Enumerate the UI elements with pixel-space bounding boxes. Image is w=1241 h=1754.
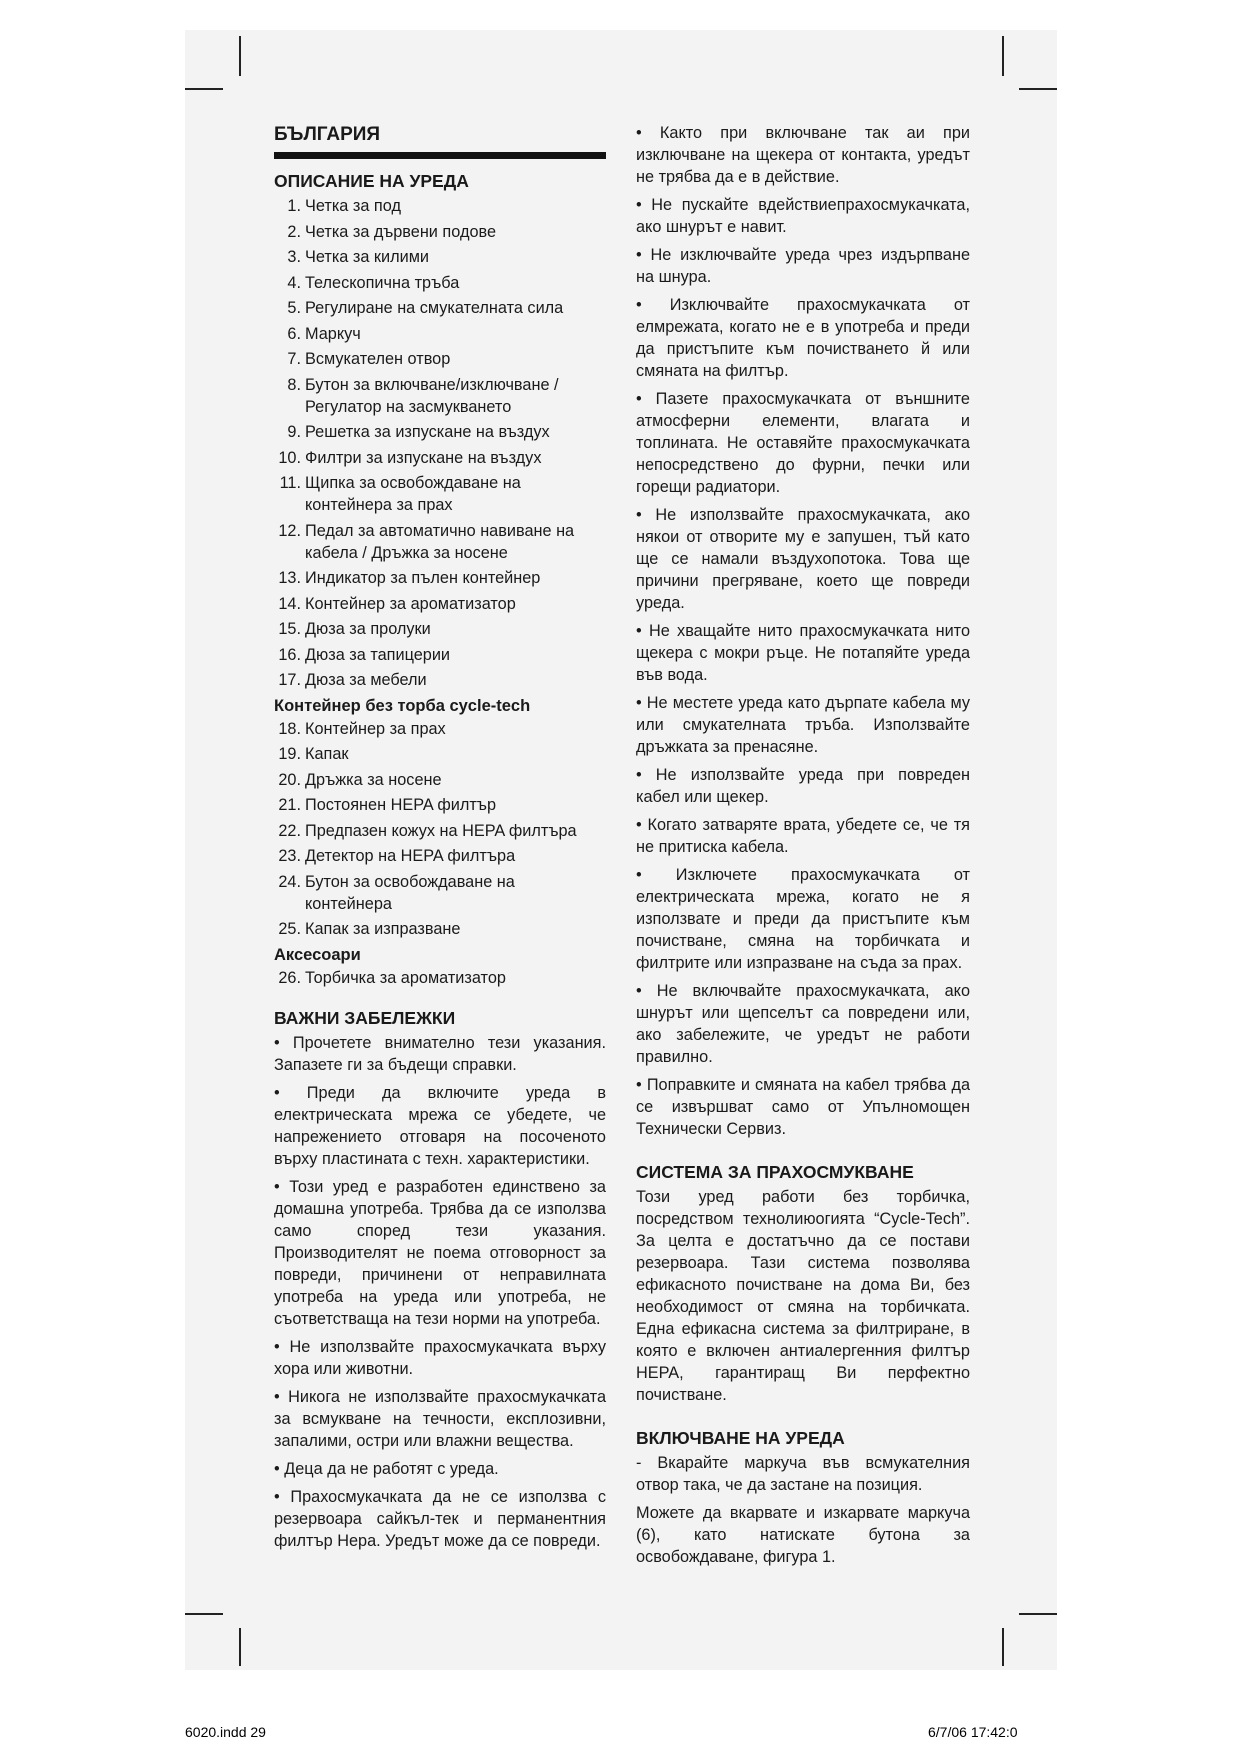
item-text: Филтри за изпускане на въздух <box>305 448 542 467</box>
item-number: 12. <box>278 521 301 540</box>
item-number: 1. <box>287 197 301 215</box>
item-number: 6. <box>287 324 301 343</box>
note-paragraph: • Не пускайте вдействиепрахосмукачката, ако шнурът е навит. <box>636 196 970 236</box>
item-number: 18. <box>278 719 301 738</box>
item-text: Всмукателен отвор <box>305 350 451 368</box>
item-number: 11. <box>279 474 301 492</box>
list-item <box>274 845 606 867</box>
list-item <box>274 520 606 564</box>
list-item <box>274 195 606 217</box>
list-item <box>274 967 606 989</box>
right-column <box>636 122 970 1574</box>
item-number: 14. <box>278 594 301 613</box>
item-text: Щипка за освобождаване на контейнера за прах <box>305 474 521 514</box>
item-text: Постоянен HEPA филтър <box>305 796 497 814</box>
list-item <box>274 447 606 469</box>
crop-mark-bottom-left-horizontal <box>185 1613 223 1615</box>
section-gap <box>636 1412 970 1426</box>
list-item <box>274 567 606 589</box>
item-text: Капак <box>305 745 349 763</box>
description-heading: ОПИСАНИЕ НА УРЕДА <box>274 171 469 191</box>
note-paragraph: • Не използвайте прахосмукачката върху хора или животни. <box>274 1338 606 1378</box>
item-text: Дръжка за носене <box>305 770 442 789</box>
note-paragraph: • Преди да включите уреда в електрическата мрежа се убедете, че напрежението отговаря на посоченото върху пластината с техн. характеристики. <box>274 1084 606 1168</box>
list-item <box>274 374 606 418</box>
left-notes <box>274 1032 606 1552</box>
list-item <box>274 743 606 765</box>
item-text: Телескопична тръба <box>305 273 460 292</box>
item-text: Четка за под <box>305 197 401 215</box>
instruction-paragraph: - Вкарайте маркуча във всмукателния отвор така, че да застане на позиция. <box>636 1454 970 1494</box>
item-number: 9. <box>287 423 301 441</box>
item-text: Регулиране на смукателната сила <box>305 299 564 317</box>
item-number: 17. <box>278 671 301 689</box>
note-paragraph: • Изключвайте прахосмукачката от елмрежата, когато не е в употреба и преди да пристъпите към почистването й или смяната на филтър. <box>636 296 970 380</box>
title-rule <box>274 152 606 159</box>
list-item <box>274 221 606 243</box>
list-item <box>274 297 606 319</box>
item-number: 5. <box>287 299 301 317</box>
item-number: 24. <box>278 872 301 891</box>
item-number: 7. <box>287 350 301 368</box>
item-text: Предпазен кожух на HEPA филтъра <box>305 821 577 840</box>
item-text: Педал за автоматично навиване на кабела / Дръжка за носене <box>305 521 575 562</box>
crop-mark-top-right-vertical <box>1002 36 1004 76</box>
list-item <box>274 718 606 740</box>
list-item <box>274 593 606 615</box>
item-number: 19. <box>278 745 301 763</box>
list-item <box>274 669 606 691</box>
item-number: 20. <box>278 770 301 789</box>
left-column <box>274 122 606 1558</box>
footer-file: 6020.indd 29 <box>185 1724 266 1740</box>
list-item <box>274 472 606 516</box>
note-paragraph: • Този уред е разработен единствено за домашна употреба. Трябва да се използва само според тези указания. Производителят не поема отговорност за повреди, причинени от неправилната употреба на уреда или употреба, не съответстваща на тези норми на употреба. <box>274 1178 606 1328</box>
item-text: Капак за изпразване <box>305 920 461 938</box>
item-text: Контейнер за ароматизатор <box>305 594 516 613</box>
note-paragraph: • Пазете прахосмукачката от външните атмосферни елементи, влагата и топлината. Не оставяйте прахосмукачката непосредствено до фурни, печки или горещи радиатори. <box>636 390 970 496</box>
list-item <box>274 348 606 370</box>
item-text: Контейнер за прах <box>305 719 446 738</box>
item-number: 25. <box>278 920 301 938</box>
list-item <box>274 794 606 816</box>
item-text: Дюза за тапицерии <box>305 645 451 664</box>
note-paragraph: • Изключете прахосмукачката от електрическата мрежа, когато не я използвате и преди да пристъпите към почистване, смяна на торбичката и филтрите или изпразване на съда за прах. <box>636 866 970 972</box>
item-number: 4. <box>287 273 301 292</box>
crop-mark-top-left-horizontal <box>185 88 223 90</box>
note-paragraph: • Не хващайте нито прахосмукачката нито щекера с мокри ръце. Не потапяйте уреда във вода. <box>636 622 970 684</box>
item-number: 23. <box>278 847 301 865</box>
list-item <box>274 644 606 666</box>
system-text: Този уред работи без торбичка, посредством технолиюогията “Cycle-Tech”. За целта е достатъчно да се постави резервоара. Тази система позволява ефикасното почистване на дома Ви, без необходимост от смяна на торбичката. Една ефикасна система за филтриране, в която е включен антиалергенния филтър HEPA, гарантиращ Ви перфектно почистване. <box>636 1188 970 1404</box>
item-text: Бутон за освобождаване на контейнера <box>305 872 515 913</box>
item-text: Маркуч <box>305 324 361 343</box>
note-paragraph: • Както при включване так аи при изключване на щекера от контакта, уредът не трябва да е в действие. <box>636 124 970 186</box>
item-text: Четка за дървени подове <box>305 222 497 241</box>
item-number: 16. <box>278 645 301 664</box>
switch-heading: ВКЛЮЧВАНЕ НА УРЕДА <box>636 1428 845 1448</box>
accessories-list <box>274 967 606 989</box>
country-title: БЪЛГАРИЯ <box>274 124 381 145</box>
list-item <box>274 918 606 940</box>
item-number: 2. <box>287 222 301 241</box>
section-gap <box>636 1146 970 1160</box>
note-paragraph: • Не местете уреда като дърпате кабела му или смукателната тръба. Използвайте дръжката за пренасяне. <box>636 694 970 756</box>
item-text: Решетка за изпускане на въздух <box>305 423 550 441</box>
item-text: Индикатор за пълен контейнер <box>305 569 541 587</box>
crop-mark-bottom-right-vertical <box>1002 1628 1004 1666</box>
parts-list <box>274 195 606 691</box>
section-gap <box>274 992 606 1006</box>
note-paragraph: • Прочетете внимателно тези указания. Запазете ги за бъдещи справки. <box>274 1034 606 1074</box>
list-item <box>274 323 606 345</box>
list-item <box>274 246 606 268</box>
item-number: 3. <box>287 248 301 266</box>
list-item <box>274 769 606 791</box>
note-paragraph: • Не включвайте прахосмукачката, ако шнурът или щепселът са повредени или, ако забележите, че уредът не работи правилно. <box>636 982 970 1066</box>
note-paragraph: • Деца да не работят с уреда. <box>274 1460 499 1478</box>
list-item <box>274 618 606 640</box>
list-item <box>274 871 606 915</box>
item-text: Торбичка за ароматизатор <box>305 968 506 987</box>
note-paragraph: • Поправките и смяната на кабел трябва да се извършват само от Упълномощен Технически Сервиз. <box>636 1076 970 1138</box>
item-text: Четка за килими <box>305 248 430 266</box>
item-text: Дюза за пролуки <box>305 620 431 638</box>
note-paragraph: • Когато затваряте врата, убедете се, че тя не притиска кабела. <box>636 816 970 856</box>
right-notes <box>636 122 970 1140</box>
note-paragraph: • Не изключвайте уреда чрез издърпване на шнура. <box>636 246 970 286</box>
item-text: Бутон за включване/изключване / Регулатор на засмукването <box>305 375 559 416</box>
crop-mark-top-right-horizontal <box>1019 88 1057 90</box>
item-number: 21. <box>278 796 301 814</box>
note-paragraph: • Не използвайте уреда при повреден кабел или щекер. <box>636 766 970 806</box>
note-paragraph: • Не използвайте прахосмукачката, ако някои от отворите му е запушен, тъй като ще се намали въздухопотока. Това ще причини прегряване, което ще повреди уреда. <box>636 506 970 612</box>
list-item <box>274 421 606 443</box>
note-paragraph: • Прахосмукачката да не се използва с резервоара сайкъл-тек и перманентния филтър Hepa. Уредът може да се повреди. <box>274 1488 606 1550</box>
switch-paragraphs <box>636 1452 970 1568</box>
crop-mark-bottom-right-horizontal <box>1019 1613 1057 1615</box>
note-paragraph: • Никога не използвайте прахосмукачката за всмукване на течности, експлозивни, запалими, остри или влажни вещества. <box>274 1388 606 1450</box>
item-number: 10. <box>278 448 301 467</box>
container-parts-list <box>274 718 606 941</box>
container-heading: Контейнер без торба cycle-tech <box>274 696 531 715</box>
item-number: 26. <box>278 968 301 987</box>
notes-heading: ВАЖНИ ЗАБЕЛЕЖКИ <box>274 1008 456 1028</box>
crop-mark-top-left-vertical <box>239 36 241 76</box>
list-item <box>274 272 606 294</box>
item-number: 13. <box>278 569 301 587</box>
instruction-paragraph: Можете да вкарвате и изкарвате маркуча (6), като натискате бутона за освобождаване, фигура 1. <box>636 1504 970 1566</box>
item-number: 15. <box>278 620 301 638</box>
item-number: 8. <box>287 375 301 394</box>
crop-mark-bottom-left-vertical <box>239 1628 241 1666</box>
list-item <box>274 820 606 842</box>
footer-date: 6/7/06 17:42:0 <box>928 1724 1018 1740</box>
item-text: Детектор на HEPA филтъра <box>305 847 516 865</box>
accessories-heading: Аксесоари <box>274 945 361 964</box>
item-text: Дюза за мебели <box>305 671 427 689</box>
item-number: 22. <box>278 821 301 840</box>
system-heading: СИСТЕМА ЗА ПРАХОСМУКВАНЕ <box>636 1162 914 1182</box>
